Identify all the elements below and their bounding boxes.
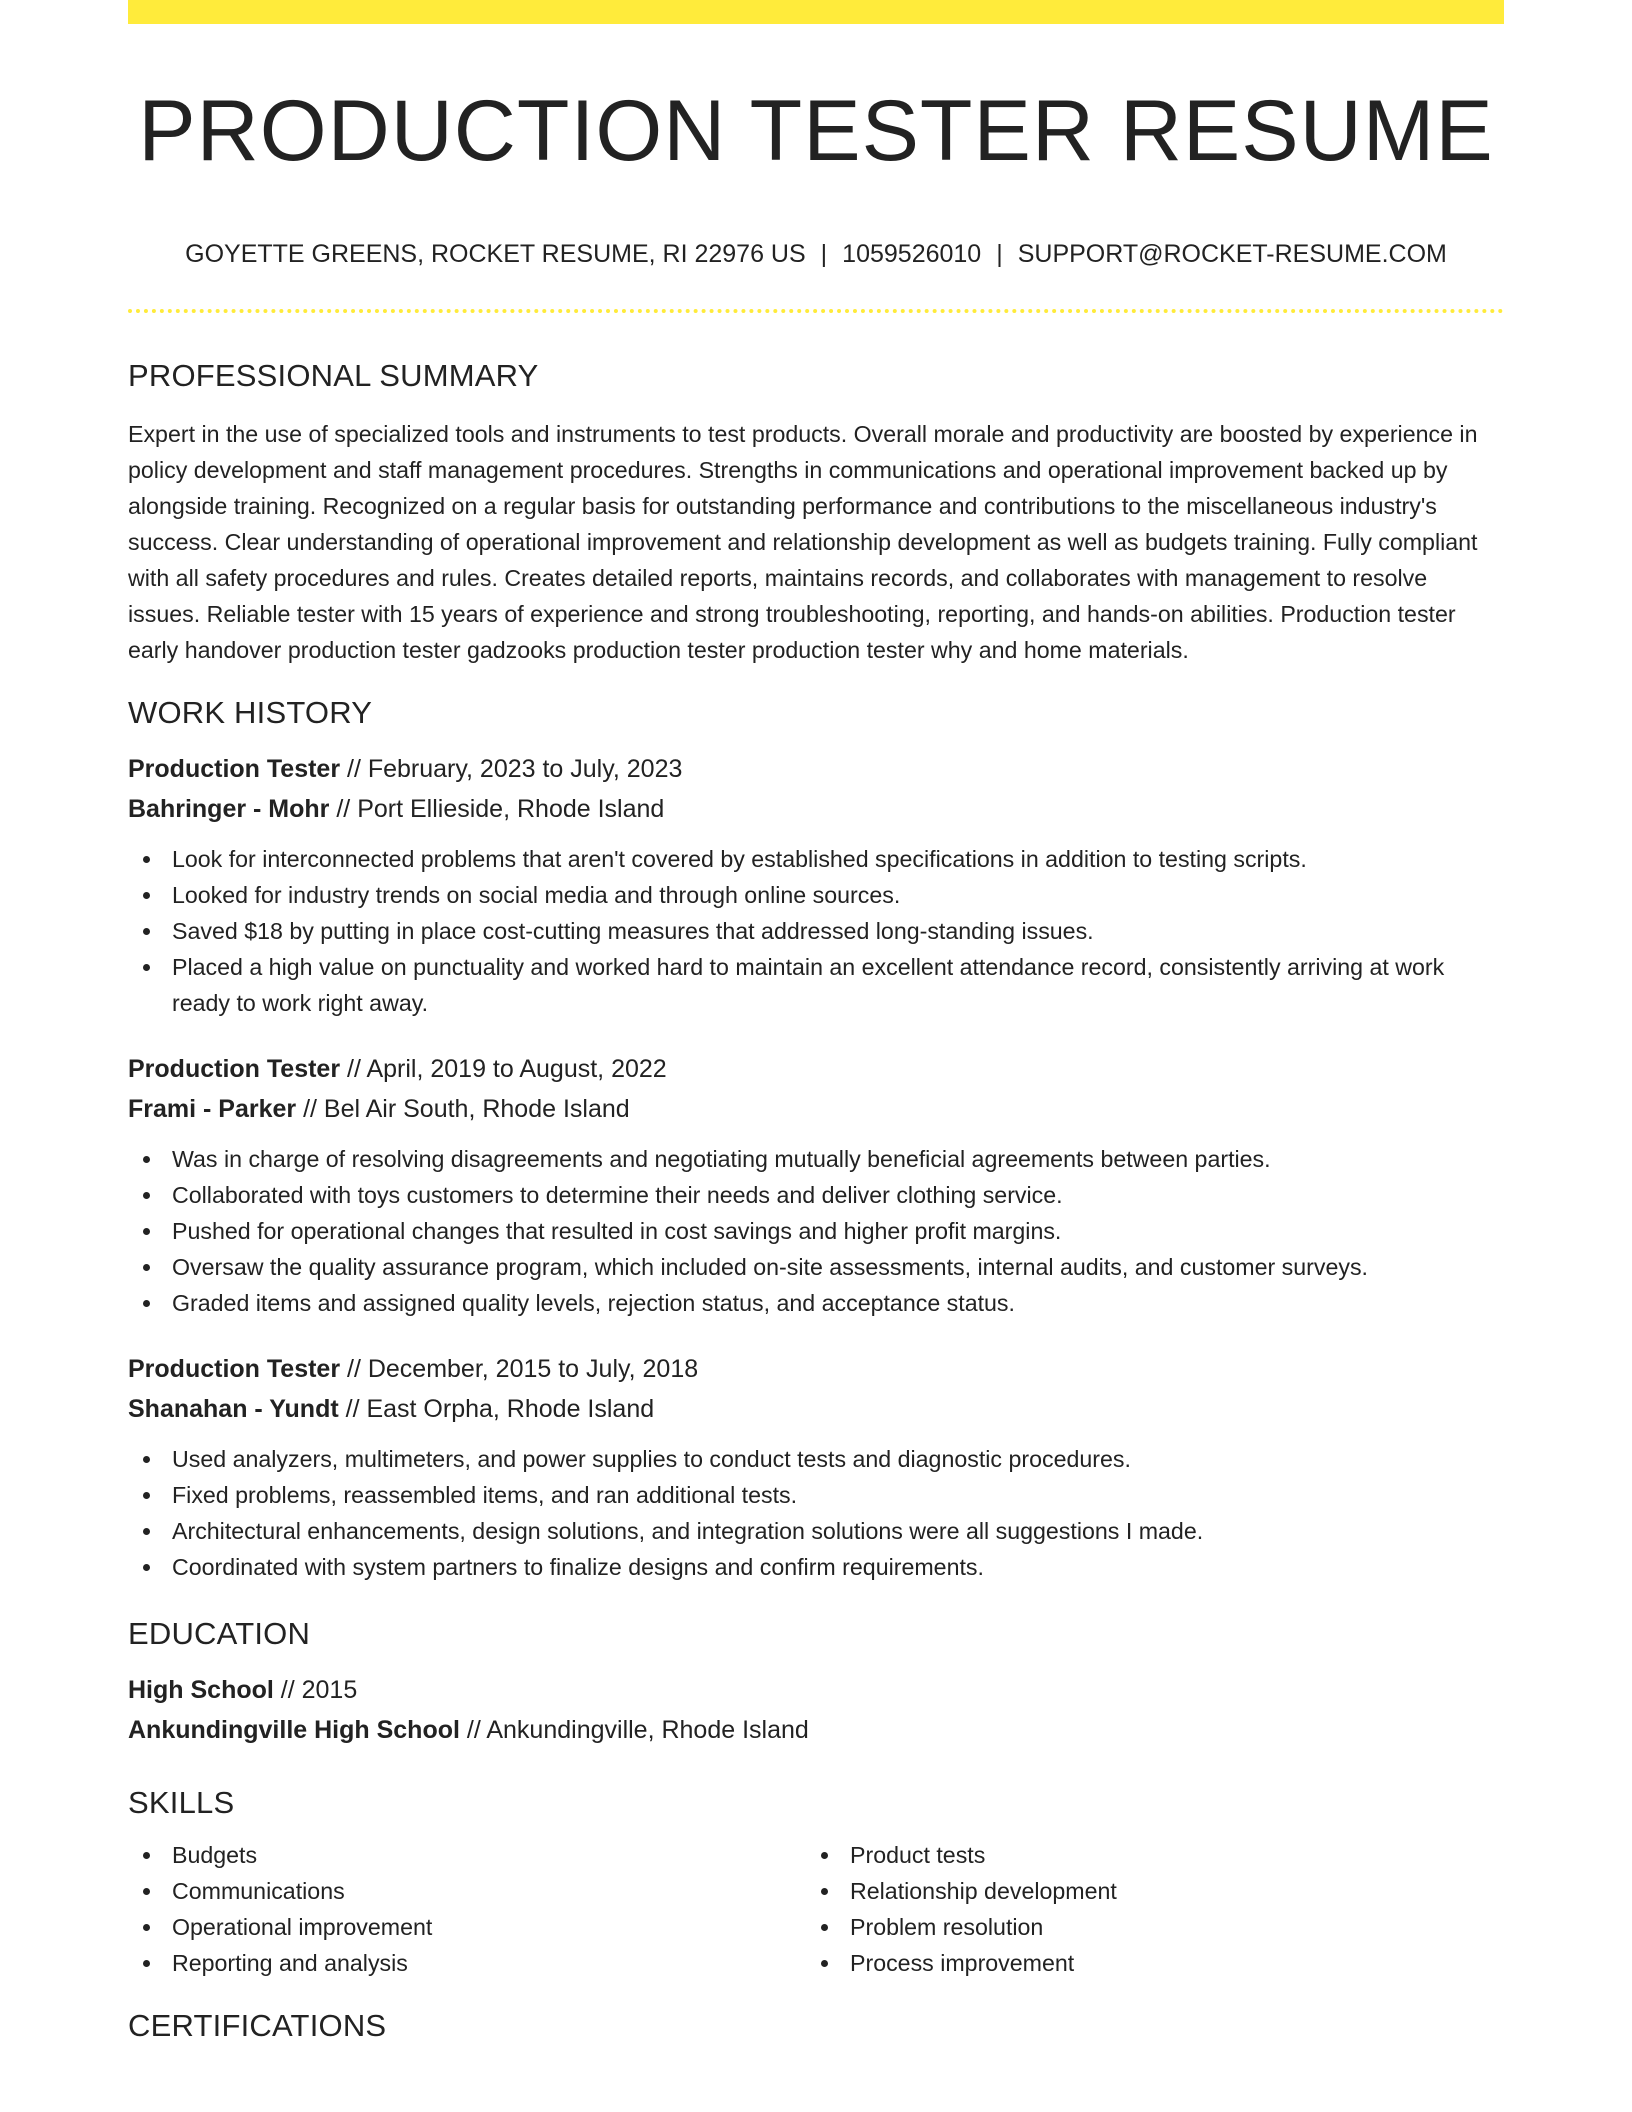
skills-column-right xyxy=(806,1837,1484,1981)
job-entry xyxy=(128,1049,1504,1321)
job-dates: // February, 2023 to July, 2023 xyxy=(340,754,683,783)
job-bullets xyxy=(128,1441,1504,1585)
resume-page xyxy=(128,0,1504,2045)
skill-item: Communications xyxy=(128,1873,806,1909)
job-bullet: Architectural enhancements, design solutions, and integration solutions were all suggestions I made. xyxy=(128,1513,1504,1549)
contact-separator: | xyxy=(996,239,1003,268)
job-bullet: Was in charge of resolving disagreements and negotiating mutually beneficial agreements between parties. xyxy=(128,1141,1504,1177)
job-bullets xyxy=(128,1141,1504,1321)
work-history-heading: WORK HISTORY xyxy=(128,694,373,730)
skill-item: Budgets xyxy=(128,1837,806,1873)
job-location: // East Orpha, Rhode Island xyxy=(338,1394,655,1423)
education-degree: High School xyxy=(128,1676,274,1705)
job-title-line xyxy=(128,749,1504,789)
contact-address: GOYETTE GREENS, ROCKET RESUME, RI 22976 US xyxy=(185,239,806,268)
education-year: // 2015 xyxy=(273,1676,358,1705)
job-bullets xyxy=(128,841,1504,1021)
job-bullet: Fixed problems, reassembled items, and ran additional tests. xyxy=(128,1477,1504,1513)
job-bullet: Look for interconnected problems that aren't covered by established specifications in addition to testing scripts. xyxy=(128,841,1504,877)
job-company-line xyxy=(128,1389,1504,1429)
job-bullet: Used analyzers, multimeters, and power supplies to conduct tests and diagnostic procedures. xyxy=(128,1441,1504,1477)
contact-separator: | xyxy=(820,239,828,268)
skills-column-left xyxy=(128,1837,806,1981)
job-bullet: Pushed for operational changes that resulted in cost savings and higher profit margins. xyxy=(128,1213,1504,1249)
education-school-line xyxy=(128,1710,1504,1750)
job-entry xyxy=(128,1349,1504,1585)
job-company-line xyxy=(128,1089,1504,1129)
skill-item: Process improvement xyxy=(806,1945,1484,1981)
contact-phone: 1059526010 xyxy=(842,239,982,268)
dotted-divider xyxy=(128,309,1504,313)
job-title: Production Tester xyxy=(128,1354,341,1383)
certifications-heading: CERTIFICATIONS xyxy=(128,2008,387,2044)
education-degree-line xyxy=(128,1670,1504,1710)
job-location: // Bel Air South, Rhode Island xyxy=(296,1094,630,1123)
skill-item: Relationship development xyxy=(806,1873,1484,1909)
job-title-line xyxy=(128,1349,1504,1389)
skill-item: Product tests xyxy=(806,1837,1484,1873)
skill-item: Operational improvement xyxy=(128,1909,806,1945)
contact-line xyxy=(128,239,1504,269)
job-company: Shanahan - Yundt xyxy=(128,1394,339,1423)
job-title: Production Tester xyxy=(128,1054,341,1083)
job-bullet: Collaborated with toys customers to determine their needs and deliver clothing service. xyxy=(128,1177,1504,1213)
education-entry xyxy=(128,1670,1504,1750)
job-bullet: Saved $18 by putting in place cost-cutting measures that addressed long-standing issues. xyxy=(128,913,1504,949)
contact-email: SUPPORT@ROCKET-RESUME.COM xyxy=(1017,239,1447,268)
skill-item: Reporting and analysis xyxy=(128,1945,806,1981)
job-title-line xyxy=(128,1049,1504,1089)
education-heading: EDUCATION xyxy=(128,1615,311,1651)
accent-top-bar xyxy=(128,0,1504,24)
skill-item: Problem resolution xyxy=(806,1909,1484,1945)
job-company-line xyxy=(128,789,1504,829)
job-bullet: Graded items and assigned quality levels, rejection status, and acceptance status. xyxy=(128,1285,1504,1321)
job-dates: // April, 2019 to August, 2022 xyxy=(340,1054,667,1083)
resume-title: PRODUCTION TESTER RESUME xyxy=(138,83,1494,179)
summary-text: Expert in the use of specialized tools and instruments to test products. Overall morale and productivity are boosted by experience in policy development and staff management procedures. Strengths in communications and operational improvement backed up by alongside training. Recognized on a regular basis for outstanding performance and contributions to the miscellaneous industry's success. Clear understanding of operational improvement and relationship development as well as budgets training. Fully compliant with all safety procedures and rules. Creates detailed reports, maintains records, and collaborates with management to resolve issues. Reliable tester with 15 years of experience and strong troubleshooting, reporting, and hands-on abilities. Production tester early handover production tester gadzooks production tester production tester why and home materials. xyxy=(128,420,1478,663)
job-entry xyxy=(128,749,1504,1021)
job-bullet: Coordinated with system partners to finalize designs and confirm requirements. xyxy=(128,1549,1504,1585)
job-title: Production Tester xyxy=(128,754,341,783)
job-bullet: Oversaw the quality assurance program, which included on-site assessments, internal audits, and customer surveys. xyxy=(128,1249,1504,1285)
skills-heading: SKILLS xyxy=(128,1785,235,1821)
job-location: // Port Ellieside, Rhode Island xyxy=(329,794,665,823)
education-location: // Ankundingville, Rhode Island xyxy=(459,1716,809,1745)
job-dates: // December, 2015 to July, 2018 xyxy=(340,1354,699,1383)
job-company: Bahringer - Mohr xyxy=(128,794,330,823)
skills-list xyxy=(128,1837,1504,1981)
job-company: Frami - Parker xyxy=(128,1094,297,1123)
job-bullet: Placed a high value on punctuality and worked hard to maintain an excellent attendance record, consistently arriving at work ready to work right away. xyxy=(128,949,1504,1021)
education-school: Ankundingville High School xyxy=(128,1716,460,1745)
job-bullet: Looked for industry trends on social media and through online sources. xyxy=(128,877,1504,913)
summary-heading: PROFESSIONAL SUMMARY xyxy=(128,357,539,393)
